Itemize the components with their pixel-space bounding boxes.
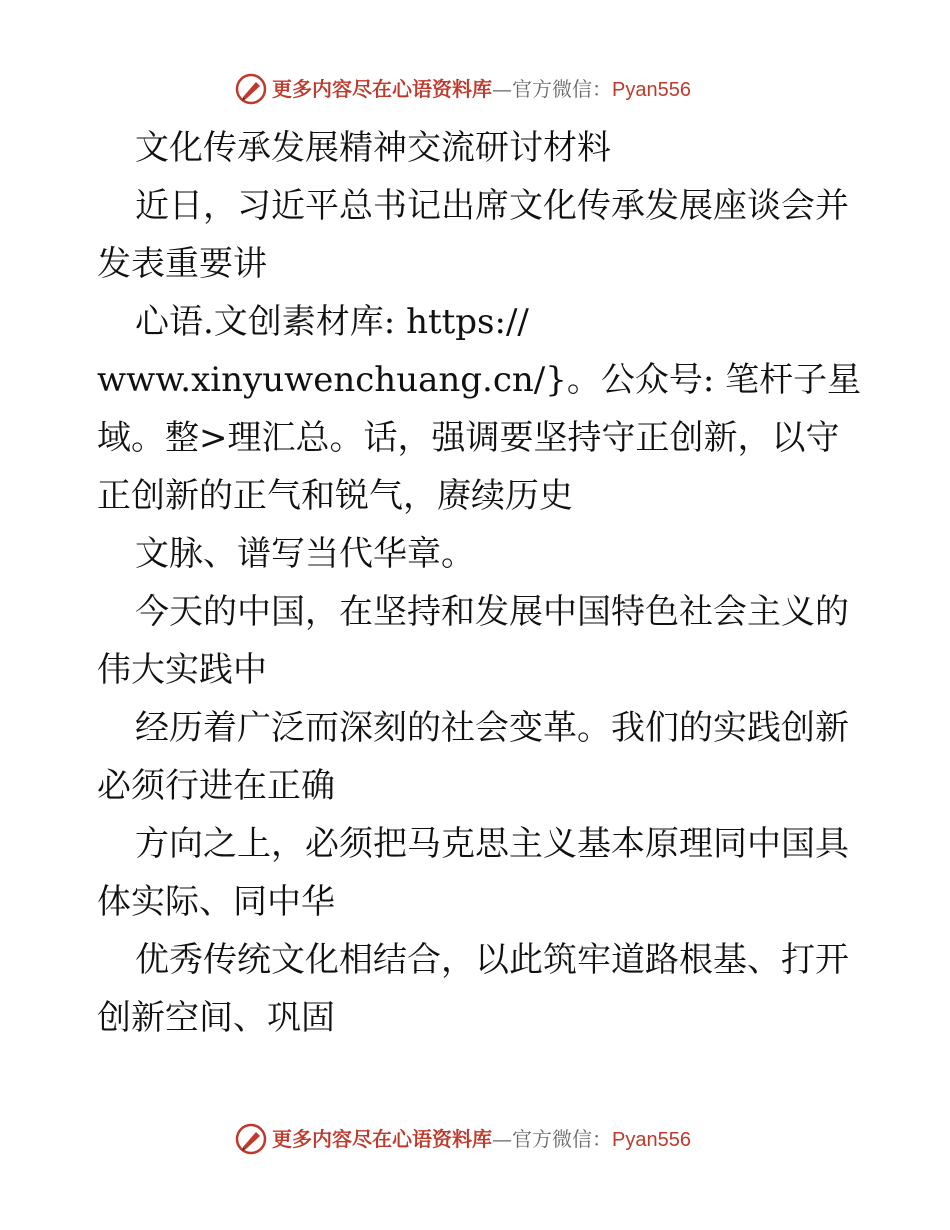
paragraph-line: 心语.文创素材库: https:// [135, 302, 529, 342]
paragraph-line: 创新空间、巩固 [97, 998, 335, 1038]
banner-text [272, 1126, 691, 1153]
paragraph-line: 体实际、同中华 [97, 882, 335, 922]
banner-wechat-handle: Pyan556 [612, 1129, 691, 1151]
paragraph-line: 伟大实践中 [97, 650, 267, 690]
paragraph-line: 域。整>理汇总。话，强调要坚持守正创新，以守 [97, 418, 840, 458]
banner-site-name: 更多内容尽在心语资料库 [272, 1127, 492, 1151]
paragraph-line: 发表重要讲 [97, 244, 267, 284]
header-banner [0, 70, 950, 110]
banner-wechat-handle: Pyan556 [612, 79, 691, 101]
banner-site-name: 更多内容尽在心语资料库 [272, 77, 492, 101]
pen-nib-logo-icon [234, 1122, 268, 1156]
paragraph-line: 今天的中国，在坚持和发展中国特色社会主义的 [135, 592, 849, 632]
pen-nib-logo-icon [234, 72, 268, 106]
paragraph-line: 优秀传统文化相结合，以此筑牢道路根基、打开 [135, 940, 849, 980]
paragraph-line: www.xinyuwenchuang.cn/}。公众号: 笔杆子星 [97, 360, 862, 400]
paragraph-line: 经历着广泛而深刻的社会变革。我们的实践创新 [135, 708, 849, 748]
document-title: 文化传承发展精神交流研讨材料 [135, 128, 611, 168]
paragraph-line: 方向之上，必须把马克思主义基本原理同中国具 [135, 824, 849, 864]
paragraph-line: 必须行进在正确 [97, 766, 335, 806]
banner-wechat-label: —官方微信： [492, 1127, 612, 1151]
banner-text [272, 76, 691, 103]
footer-banner [0, 1120, 950, 1160]
paragraph-line: 近日，习近平总书记出席文化传承发展座谈会并 [135, 186, 849, 226]
paragraph-line: 文脉、谱写当代华章。 [135, 534, 475, 574]
paragraph-line: 正创新的正气和锐气，赓续历史 [97, 476, 573, 516]
banner-wechat-label: —官方微信： [492, 77, 612, 101]
